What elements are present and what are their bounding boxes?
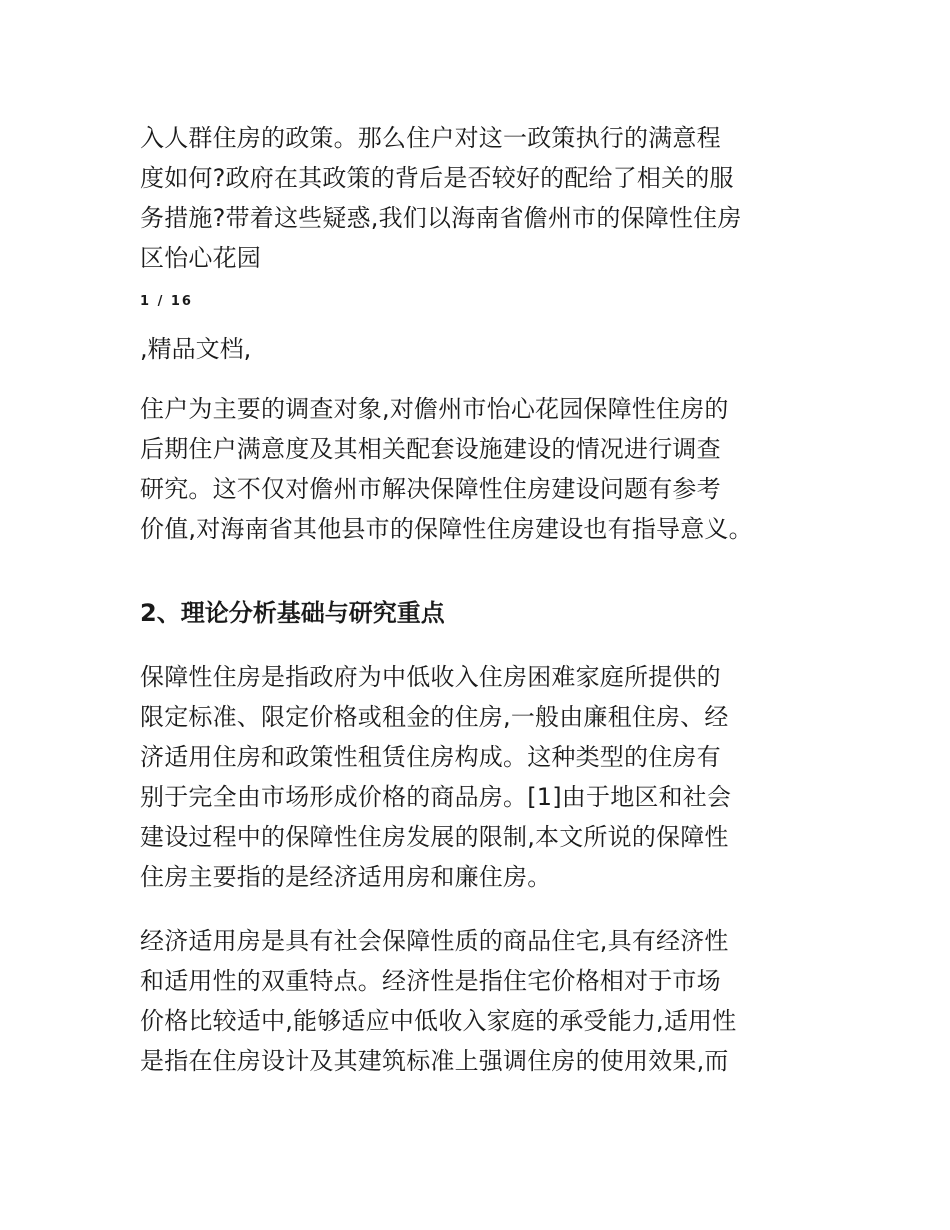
text-line: 后期住户满意度及其相关配套设施建设的情况进行调查 [140,435,721,463]
text-line: 价值,对海南省其他县市的保障性住房建设也有指导意义。 [140,515,753,543]
paragraph-survey-subject [140,389,820,549]
text-line: 住房主要指的是经济适用房和廉住房。 [140,863,552,891]
text-line: 建设过程中的保障性住房发展的限制,本文所说的保障性 [140,823,729,851]
text-line: 和适用性的双重特点。经济性是指住宅价格相对于市场 [140,967,721,995]
text-line: 度如何?政府在其政策的背后是否较好的配给了相关的服 [140,164,734,192]
text-line: 研究。这不仅对儋州市解决保障性住房建设问题有参考 [140,475,721,503]
paragraph-intro-continued [140,118,820,278]
text-line: 住户为主要的调查对象,对儋州市怡心花园保障性住房的 [140,395,729,423]
document-page [140,118,820,1081]
text-line: 价格比较适中,能够适应中低收入家庭的承受能力,适用性 [140,1007,737,1035]
document-watermark-text: ,精品文档, [140,335,252,363]
paragraph-definition [140,657,820,897]
text-line: 别于完全由市场形成价格的商品房。[1]由于地区和社会 [140,783,732,811]
section-heading: 2、理论分析基础与研究重点 [140,599,445,627]
text-line: 是指在住房设计及其建筑标准上强调住房的使用效果,而 [140,1047,729,1075]
page-number: 1 / 16 [140,294,193,309]
text-line: 经济适用房是具有社会保障性质的商品住宅,具有经济性 [140,927,729,955]
text-line: 区怡心花园 [140,244,261,272]
text-line: 保障性住房是指政府为中低收入住房困难家庭所提供的 [140,663,721,691]
paragraph-economic-housing [140,921,820,1081]
text-line: 济适用住房和政策性租赁住房构成。这种类型的住房有 [140,743,721,771]
text-line: 务措施?带着这些疑惑,我们以海南省儋州市的保障性住房 [140,204,742,232]
text-line: 入人群住房的政策。那么住户对这一政策执行的满意程 [140,124,721,152]
text-line: 限定标准、限定价格或租金的住房,一般由廉租住房、经 [140,703,729,731]
